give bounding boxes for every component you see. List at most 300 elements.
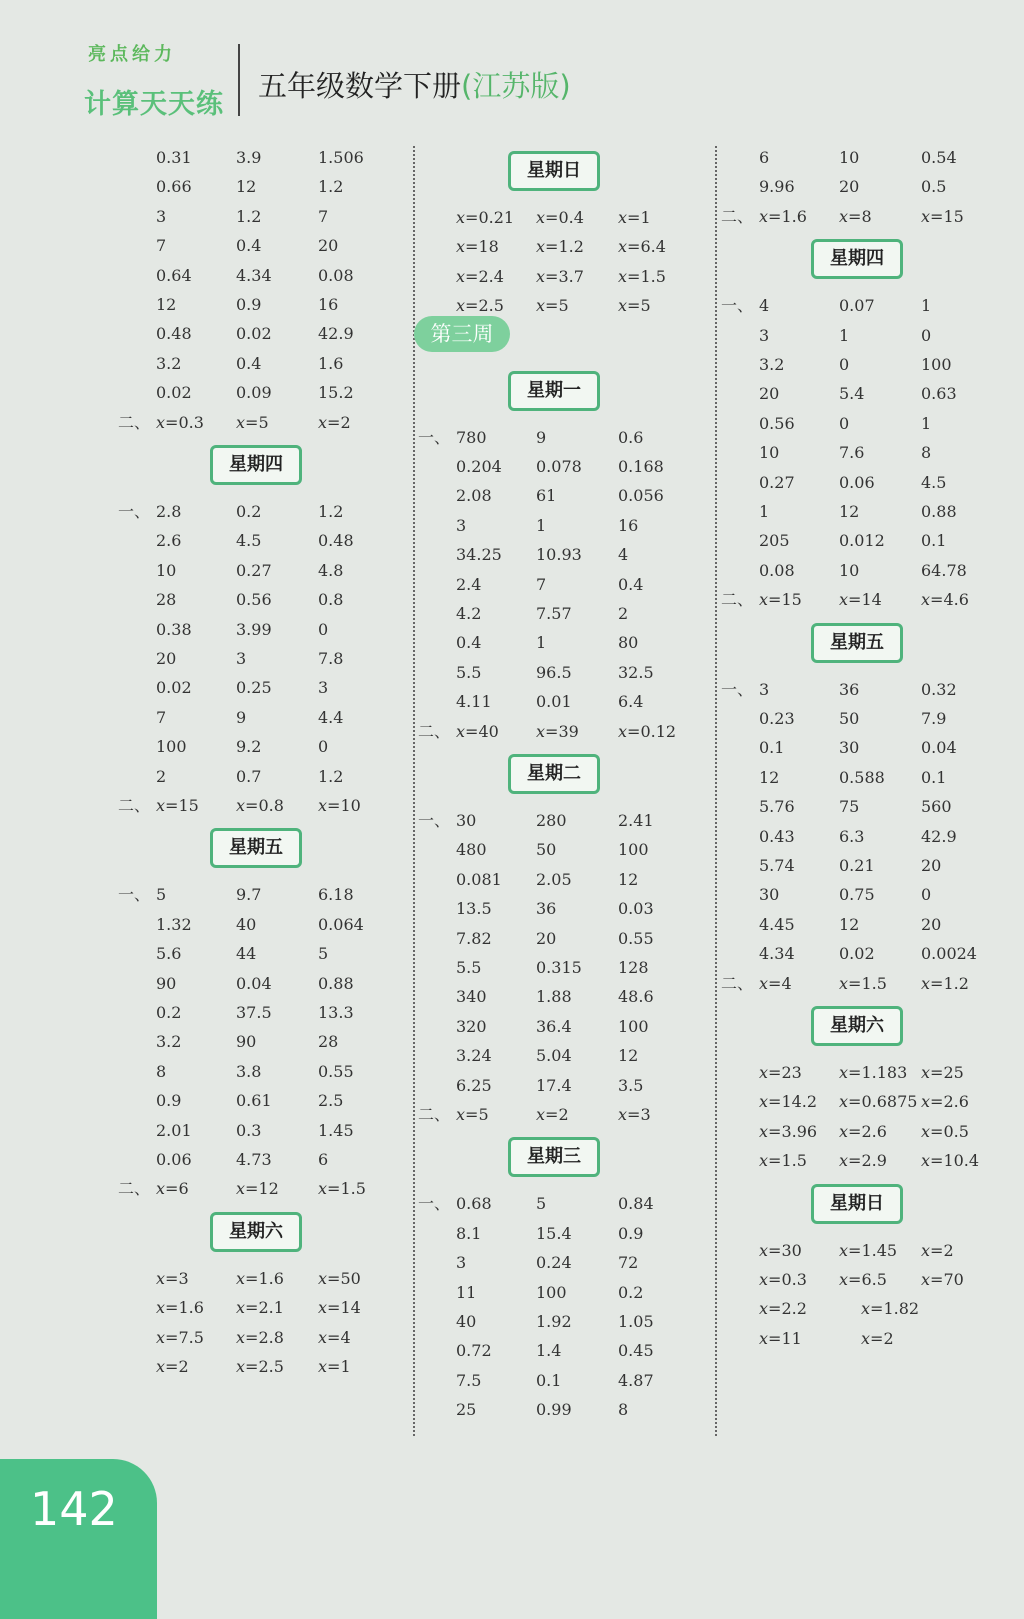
answer-cell: x=0.5 [921, 1121, 969, 1141]
answer-cell: 50 [839, 709, 860, 728]
answer-cell: 0.31 [156, 148, 192, 167]
answer-cell: 20 [536, 928, 557, 948]
answer-cell: x=14 [318, 1298, 361, 1318]
answer-cell: 1.92 [536, 1312, 572, 1331]
answer-cell: x=2 [156, 1357, 189, 1376]
variable-x: x [156, 796, 166, 815]
answer-cell: 4.5 [921, 472, 947, 492]
answer-row [422, 659, 712, 687]
answer-cell: x=1.2 [921, 973, 969, 993]
answer-cell: x=2.5 [456, 296, 504, 316]
weekday-heading: 星期五 [210, 828, 302, 868]
answer-cell: 0.08 [318, 265, 354, 285]
section-number: 二、 [721, 206, 754, 226]
answer-cell: 64.78 [921, 560, 967, 580]
answer-cell: 1.2 [318, 177, 344, 197]
answer-cell: 0.1 [536, 1370, 562, 1390]
answer-cell: 0.4 [236, 236, 262, 256]
variable-x: x [759, 1328, 769, 1348]
answer-cell: 0.056 [618, 486, 664, 506]
variable-x: x [839, 206, 849, 226]
answer-row [422, 836, 712, 864]
answer-cell: 0.4 [618, 574, 644, 594]
answer-cell: 1.32 [156, 914, 192, 934]
answer-row [725, 911, 1015, 939]
answer-row [422, 541, 712, 569]
answer-cell: 0 [318, 737, 329, 757]
section-number: 一、 [418, 811, 451, 830]
answer-cell: 3 [236, 649, 247, 668]
answer-cell: 1.88 [536, 987, 572, 1007]
answer-row [725, 764, 1015, 792]
answer-row [422, 925, 712, 953]
answer-row [422, 895, 712, 923]
variable-x: x [921, 1121, 931, 1141]
answer-cell: 5.4 [839, 384, 865, 404]
answer-cell: 100 [156, 737, 187, 757]
variable-x: x [156, 412, 166, 432]
answer-row [422, 482, 712, 510]
answer-cell: x=11 [759, 1328, 802, 1348]
variable-x: x [456, 721, 466, 741]
answer-row [422, 1042, 712, 1070]
answer-cell: 1.05 [618, 1312, 654, 1331]
answer-row [725, 380, 1015, 408]
answer-cell: x=2.6 [921, 1092, 969, 1112]
answer-cell: 37.5 [236, 1003, 272, 1022]
variable-x: x [618, 237, 628, 257]
answer-row [422, 204, 712, 232]
variable-x: x [318, 1268, 328, 1288]
answer-row [725, 527, 1015, 555]
answer-cell: 30 [456, 811, 477, 830]
answer-cell: 320 [456, 1016, 487, 1036]
answer-cell: 3 [156, 206, 167, 226]
answer-row [725, 322, 1015, 350]
answer-cell: 36 [839, 679, 860, 699]
variable-x: x [536, 266, 546, 286]
section-number: 二、 [118, 1179, 151, 1199]
answer-row [422, 629, 712, 657]
answer-row [725, 410, 1015, 438]
answer-cell: 3.99 [236, 619, 272, 639]
answer-row [122, 320, 412, 348]
answer-cell: 0.6 [618, 427, 644, 447]
book-title [258, 64, 571, 105]
answer-cell: 2.41 [618, 811, 654, 830]
answer-cell: 4.8 [318, 560, 344, 580]
answer-cell: x=6 [156, 1179, 189, 1199]
answer-row [122, 1353, 412, 1381]
answer-cell: 17.4 [536, 1075, 572, 1095]
variable-x: x [839, 1240, 849, 1260]
answer-cell: 0 [318, 619, 329, 639]
answer-cell: 0.078 [536, 457, 582, 476]
answer-row [118, 792, 412, 820]
answer-row [122, 674, 412, 702]
answer-cell: 0.0024 [921, 944, 977, 964]
answer-row [422, 233, 712, 261]
answer-cell: 6.25 [456, 1075, 492, 1095]
answer-cell: x=7.5 [156, 1327, 204, 1347]
answer-cell: x=2.2 [759, 1299, 807, 1319]
answer-cell: 44 [236, 944, 257, 964]
variable-x: x [318, 412, 328, 432]
answer-cell: 0.06 [839, 472, 875, 492]
answer-cell: 0 [839, 413, 850, 433]
brand-tagline: 亮点给力 [88, 44, 176, 65]
answer-cell: 6.4 [618, 692, 644, 712]
answer-cell: 7.9 [921, 709, 947, 728]
answer-cell: 1 [536, 515, 547, 535]
answer-cell: 3 [456, 1253, 467, 1273]
answer-cell: x=6.4 [618, 237, 666, 257]
section-number: 二、 [118, 412, 151, 432]
answer-cell: 2 [618, 604, 629, 623]
answer-cell: 4.2 [456, 604, 482, 623]
answer-row [725, 1325, 1015, 1353]
variable-x: x [861, 1299, 871, 1319]
answer-cell: x=6.5 [839, 1270, 887, 1289]
answer-cell: 48.6 [618, 987, 654, 1007]
answer-cell: x=0.21 [456, 208, 515, 227]
answer-cell: 10 [839, 560, 860, 580]
variable-x: x [456, 1105, 466, 1124]
answer-cell: 7.82 [456, 928, 492, 948]
answer-cell: x=2 [921, 1240, 954, 1260]
variable-x: x [759, 1151, 769, 1171]
variable-x: x [318, 1357, 328, 1376]
variable-x: x [921, 1240, 931, 1260]
answer-cell: 9 [536, 427, 547, 447]
variable-x: x [236, 1327, 246, 1347]
answer-cell: 75 [839, 797, 860, 817]
answer-cell: 7 [318, 206, 329, 226]
answer-cell: 4.34 [236, 265, 272, 285]
answer-cell: x=1 [618, 208, 651, 227]
variable-x: x [156, 1179, 166, 1199]
answer-cell: 12 [759, 767, 780, 787]
answer-cell: 80 [618, 633, 639, 653]
answer-cell: 2.4 [456, 574, 482, 594]
variable-x: x [156, 1357, 166, 1376]
answer-cell: 0.012 [839, 531, 885, 551]
answer-cell: x=14 [839, 590, 882, 610]
weekday-heading: 星期四 [210, 445, 302, 485]
answer-cell: x=2.1 [236, 1298, 284, 1318]
answer-cell: 3 [759, 325, 770, 345]
answer-cell: 1.2 [236, 206, 262, 226]
answer-cell: 1 [921, 296, 932, 316]
variable-x: x [456, 266, 466, 286]
variable-x: x [156, 1327, 166, 1347]
answer-row [122, 1087, 412, 1115]
answer-cell: 0.63 [921, 384, 957, 404]
answer-cell: 0.1 [921, 767, 947, 787]
answer-cell: x=1 [318, 1357, 351, 1376]
answer-cell: 20 [318, 236, 339, 256]
answer-row [422, 1013, 712, 1041]
variable-x: x [236, 412, 246, 432]
answer-cell: 50 [536, 840, 557, 860]
answer-cell: 10 [839, 148, 860, 167]
answer-row [122, 999, 412, 1027]
answer-cell: 0.68 [456, 1194, 492, 1214]
answer-row [422, 263, 712, 291]
variable-x: x [318, 1298, 328, 1318]
answer-cell: 5.6 [156, 944, 182, 964]
answer-cell: 0.32 [921, 679, 957, 699]
brand-series-name: 计算天天练 [84, 89, 224, 120]
answer-cell: x=2.9 [839, 1151, 887, 1171]
answer-cell: 4 [618, 545, 629, 565]
answer-row [422, 571, 712, 599]
variable-x: x [921, 206, 931, 226]
answer-cell: 5 [156, 885, 167, 905]
answer-cell: 0.88 [921, 502, 957, 521]
answer-cell: 10 [759, 443, 780, 463]
answer-cell: 1 [921, 413, 932, 433]
answer-cell: x=14.2 [759, 1092, 818, 1112]
answer-cell: 0 [921, 885, 932, 905]
answer-cell: 0.07 [839, 296, 875, 316]
answer-row [422, 1337, 712, 1365]
answer-cell: 3.8 [236, 1061, 262, 1081]
answer-cell: 5.5 [456, 958, 482, 977]
answer-cell: 0.48 [318, 531, 354, 551]
answer-row [122, 911, 412, 939]
answer-cell: x=18 [456, 237, 499, 257]
answer-cell: x=5 [456, 1105, 489, 1124]
answer-row [422, 954, 712, 982]
variable-x: x [839, 973, 849, 993]
variable-x: x [456, 237, 466, 257]
answer-cell: x=25 [921, 1063, 964, 1082]
variable-x: x [456, 296, 466, 316]
weekday-heading: 星期五 [811, 623, 903, 663]
answer-row [725, 734, 1015, 762]
book-title-text: 五年级数学下册 [258, 69, 462, 103]
answer-cell: x=1.5 [318, 1179, 366, 1199]
answer-cell: 12 [236, 177, 257, 197]
answer-cell: x=50 [318, 1268, 361, 1288]
answer-cell: 0.84 [618, 1194, 654, 1214]
answer-cell: 3.2 [156, 353, 182, 373]
section-number: 二、 [118, 796, 151, 815]
answer-cell: 72 [618, 1253, 639, 1273]
answer-cell: x=2 [861, 1328, 894, 1348]
variable-x: x [921, 1151, 931, 1171]
answer-cell: 13.5 [456, 899, 492, 919]
answer-cell: x=0.12 [618, 721, 677, 741]
answer-row [122, 940, 412, 968]
answer-cell: x=39 [536, 721, 579, 741]
page-header [0, 0, 1024, 140]
answer-cell: 0.8 [318, 590, 344, 610]
answer-row [725, 351, 1015, 379]
variable-x: x [236, 1357, 246, 1376]
answer-row [422, 1308, 712, 1336]
variable-x: x [839, 1151, 849, 1171]
answer-cell: 0.55 [318, 1061, 354, 1081]
answer-row [122, 616, 412, 644]
answer-cell: 7.57 [536, 604, 572, 623]
variable-x: x [236, 1268, 246, 1288]
answer-row [418, 424, 712, 452]
section-number: 一、 [418, 427, 451, 447]
answer-row [122, 527, 412, 555]
answer-cell: 42.9 [318, 324, 354, 344]
answer-cell: 0.04 [921, 738, 957, 758]
answer-cell: 1 [839, 325, 850, 345]
answer-cell: x=2 [536, 1105, 569, 1124]
answer-row [725, 144, 1015, 172]
answer-cell: 128 [618, 958, 649, 977]
answer-cell: 0.56 [759, 413, 795, 433]
variable-x: x [759, 1121, 769, 1141]
answer-cell: 0.02 [236, 324, 272, 344]
answer-cell: x=2.8 [236, 1327, 284, 1347]
weekday-heading: 星期二 [508, 754, 600, 794]
answer-row [725, 940, 1015, 968]
answer-cell: 90 [236, 1032, 257, 1052]
variable-x: x [618, 721, 628, 741]
answer-cell: x=1.5 [759, 1151, 807, 1171]
answer-cell: 0.43 [759, 826, 795, 846]
answer-cell: 3.9 [236, 148, 262, 167]
answer-cell: 0.61 [236, 1091, 272, 1111]
answer-row [122, 763, 412, 791]
answer-row [725, 1088, 1015, 1116]
answer-cell: x=4.6 [921, 590, 969, 610]
answer-cell: 3.2 [759, 355, 785, 374]
answer-cell: 5 [536, 1194, 547, 1214]
page-number: 142 [30, 1482, 118, 1536]
variable-x: x [921, 1270, 931, 1289]
answer-cell: 1.6 [318, 353, 344, 373]
answer-cell: 1.2 [318, 502, 344, 521]
answer-cell: 25 [456, 1400, 477, 1420]
answer-cell: 36.4 [536, 1016, 572, 1036]
variable-x: x [456, 208, 466, 227]
answer-cell: 4.87 [618, 1370, 654, 1390]
answer-row [721, 676, 1015, 704]
answer-cell: 100 [618, 1016, 649, 1036]
answer-cell: 2.01 [156, 1120, 192, 1140]
answer-cell: x=1.6 [759, 206, 807, 226]
answer-cell: 28 [156, 590, 177, 610]
variable-x: x [759, 1092, 769, 1112]
answer-row [721, 586, 1015, 614]
answer-row [725, 439, 1015, 467]
variable-x: x [839, 590, 849, 610]
answer-cell: 5.74 [759, 856, 795, 875]
answer-cell: 780 [456, 427, 487, 447]
variable-x: x [318, 1179, 328, 1199]
answer-row [725, 852, 1015, 880]
answer-cell: 28 [318, 1032, 339, 1052]
answer-cell: 20 [759, 384, 780, 404]
answer-cell: 2.05 [536, 869, 572, 889]
answer-row [118, 498, 412, 526]
answer-cell: 4.45 [759, 914, 795, 934]
answer-cell: 0.75 [839, 885, 875, 905]
variable-x: x [921, 973, 931, 993]
answer-cell: 3 [759, 679, 770, 699]
weekday-heading: 星期日 [508, 151, 600, 191]
answer-cell: 0 [921, 325, 932, 345]
answer-cell: 0.38 [156, 619, 192, 639]
answer-cell: 1.506 [318, 148, 364, 167]
answer-row [122, 1117, 412, 1145]
variable-x: x [156, 1268, 166, 1288]
answer-cell: 205 [759, 531, 790, 551]
answer-row [422, 1279, 712, 1307]
answer-cell: 0.1 [759, 738, 785, 758]
answer-cell: 560 [921, 797, 952, 817]
answer-cell: x=23 [759, 1063, 802, 1082]
answer-cell: 3 [318, 678, 329, 698]
answer-cell: x=4 [318, 1327, 351, 1347]
answer-cell: 36 [536, 899, 557, 919]
answer-cell: 100 [921, 355, 952, 374]
answer-cell: x=1.2 [536, 237, 584, 257]
answer-cell: 4.5 [236, 531, 262, 551]
answer-cell: x=4 [759, 973, 792, 993]
answer-cell: 10.93 [536, 545, 582, 565]
answer-row [725, 793, 1015, 821]
answer-row [422, 600, 712, 628]
answer-cell: 7.5 [456, 1370, 482, 1390]
answer-row [422, 1072, 712, 1100]
answer-row [725, 1059, 1015, 1087]
variable-x: x [839, 1121, 849, 1141]
answer-row [122, 232, 412, 260]
answer-cell: x=3.7 [536, 266, 584, 286]
answer-cell: 0.48 [156, 324, 192, 344]
section-number: 一、 [118, 502, 151, 521]
answer-row [122, 733, 412, 761]
answer-cell: 12 [156, 295, 177, 314]
variable-x: x [236, 1298, 246, 1318]
answer-row [418, 807, 712, 835]
answer-cell: 8 [921, 443, 932, 463]
answer-row [725, 881, 1015, 909]
answer-row [122, 350, 412, 378]
answer-cell: 0.7 [236, 766, 262, 786]
answer-row [725, 823, 1015, 851]
answer-cell: x=0.8 [236, 796, 284, 815]
variable-x: x [156, 1298, 166, 1318]
answer-cell: 12 [618, 1046, 639, 1066]
answer-row [122, 645, 412, 673]
answer-cell: 0.21 [839, 856, 875, 875]
answer-row [122, 970, 412, 998]
answer-cell: 96.5 [536, 662, 572, 682]
answer-cell: 12 [839, 914, 860, 934]
answer-cell: 4.34 [759, 944, 795, 964]
answer-cell: 0.03 [618, 899, 654, 919]
answer-cell: 0.23 [759, 709, 795, 728]
answer-row [122, 291, 412, 319]
answer-cell: 6.3 [839, 826, 865, 846]
answer-row [418, 1190, 712, 1218]
answer-cell: 16 [318, 295, 339, 314]
answer-cell: 9 [236, 707, 247, 727]
variable-x: x [839, 1092, 849, 1112]
variable-x: x [759, 590, 769, 610]
answer-row [122, 1265, 412, 1293]
